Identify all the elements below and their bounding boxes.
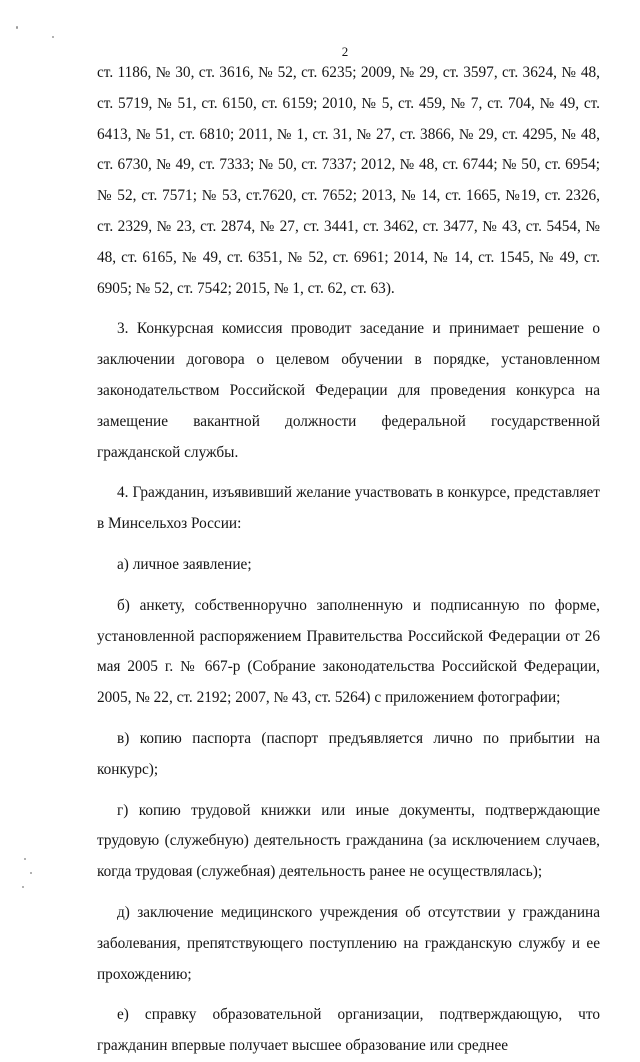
list-item-a-application: а) личное заявление; xyxy=(117,555,252,573)
list-item-g-employment-record: г) копию трудовой книжки или иные документы, подтверждающие трудовую (служебную) деятельность гражданина (за исключением случаев, когда трудовая (служебная) деятельность ранее не осуществлялась); xyxy=(97,801,600,881)
list-item-e-education-certificate: е) справку образовательной организации, подтверждающую, что гражданин впервые получает высшее образование или среднее xyxy=(97,1006,600,1055)
scan-speck xyxy=(52,36,54,38)
paragraph-3-commission-decision: 3. Конкурсная комиссия проводит заседание и принимает решение о заключении договора о целевом обучении в порядке, установленном законодательством Российской Федерации для проведения конкурса на замещение вакантной должности федеральной государственной гражданской службы. xyxy=(97,320,600,461)
scan-speck xyxy=(16,26,18,29)
page-number: 2 xyxy=(341,44,349,59)
paragraph-4-documents-intro: 4. Гражданин, изъявивший желание участвовать в конкурсе, представляет в Минсельхоз России: xyxy=(97,484,600,533)
scan-speck xyxy=(30,872,32,874)
scan-speck xyxy=(24,858,26,860)
legislation-references-continuation: ст. 1186, № 30, ст. 3616, № 52, ст. 6235; 2009, № 29, ст. 3597, ст. 3624, № 48, ст. 5719, № 51, ст. 6150, ст. 6159; 2010, № 5, ст. 459, № 7, ст. 704, № 49, ст. 6413, № 51, ст. 6810; 2011, № 1, ст. 31, № 27, ст. 3866, № 29, ст. 4295, № 48, ст. 6730, № 49, ст. 7333; № 50, ст. 7337; 2012, № 48, ст. 6744; № 50, ст. 6954; № 52, ст. 7571; № 53, ст.7620, ст. 7652; 2013, № 14, ст. 1665, №19, ст. 2326, ст. 2329, № 23, ст. 2874, № 27, ст. 3441, ст. 3462, ст. 3477, № 43, ст. 5454, № 48, ст. 6165, № 49, ст. 6351, № 52, ст. 6961; 2014, № 14, ст. 1545, № 49, ст. 6905; № 52, ст. 7542; 2015, № 1, ст. 62, ст. 63). xyxy=(97,64,600,297)
list-item-v-passport-copy: в) копию паспорта (паспорт предъявляется лично по прибытии на конкурс); xyxy=(97,729,600,778)
scan-speck xyxy=(22,886,24,888)
list-item-b-questionnaire: б) анкету, собственноручно заполненную и подписанную по форме, установленной распоряжением Правительства Российской Федерации от 26 мая 2005 г. № 667-р (Собрание законодательства Российской Федерации, 2005, № 22, ст. 2192; 2007, № 43, ст. 5264) с приложением фотографии; xyxy=(97,596,600,707)
document-body xyxy=(97,58,600,1062)
list-item-d-medical-certificate: д) заключение медицинского учреждения об отсутствии у гражданина заболевания, препятствующего поступлению на гражданскую службу и ее прохождению; xyxy=(97,903,600,983)
